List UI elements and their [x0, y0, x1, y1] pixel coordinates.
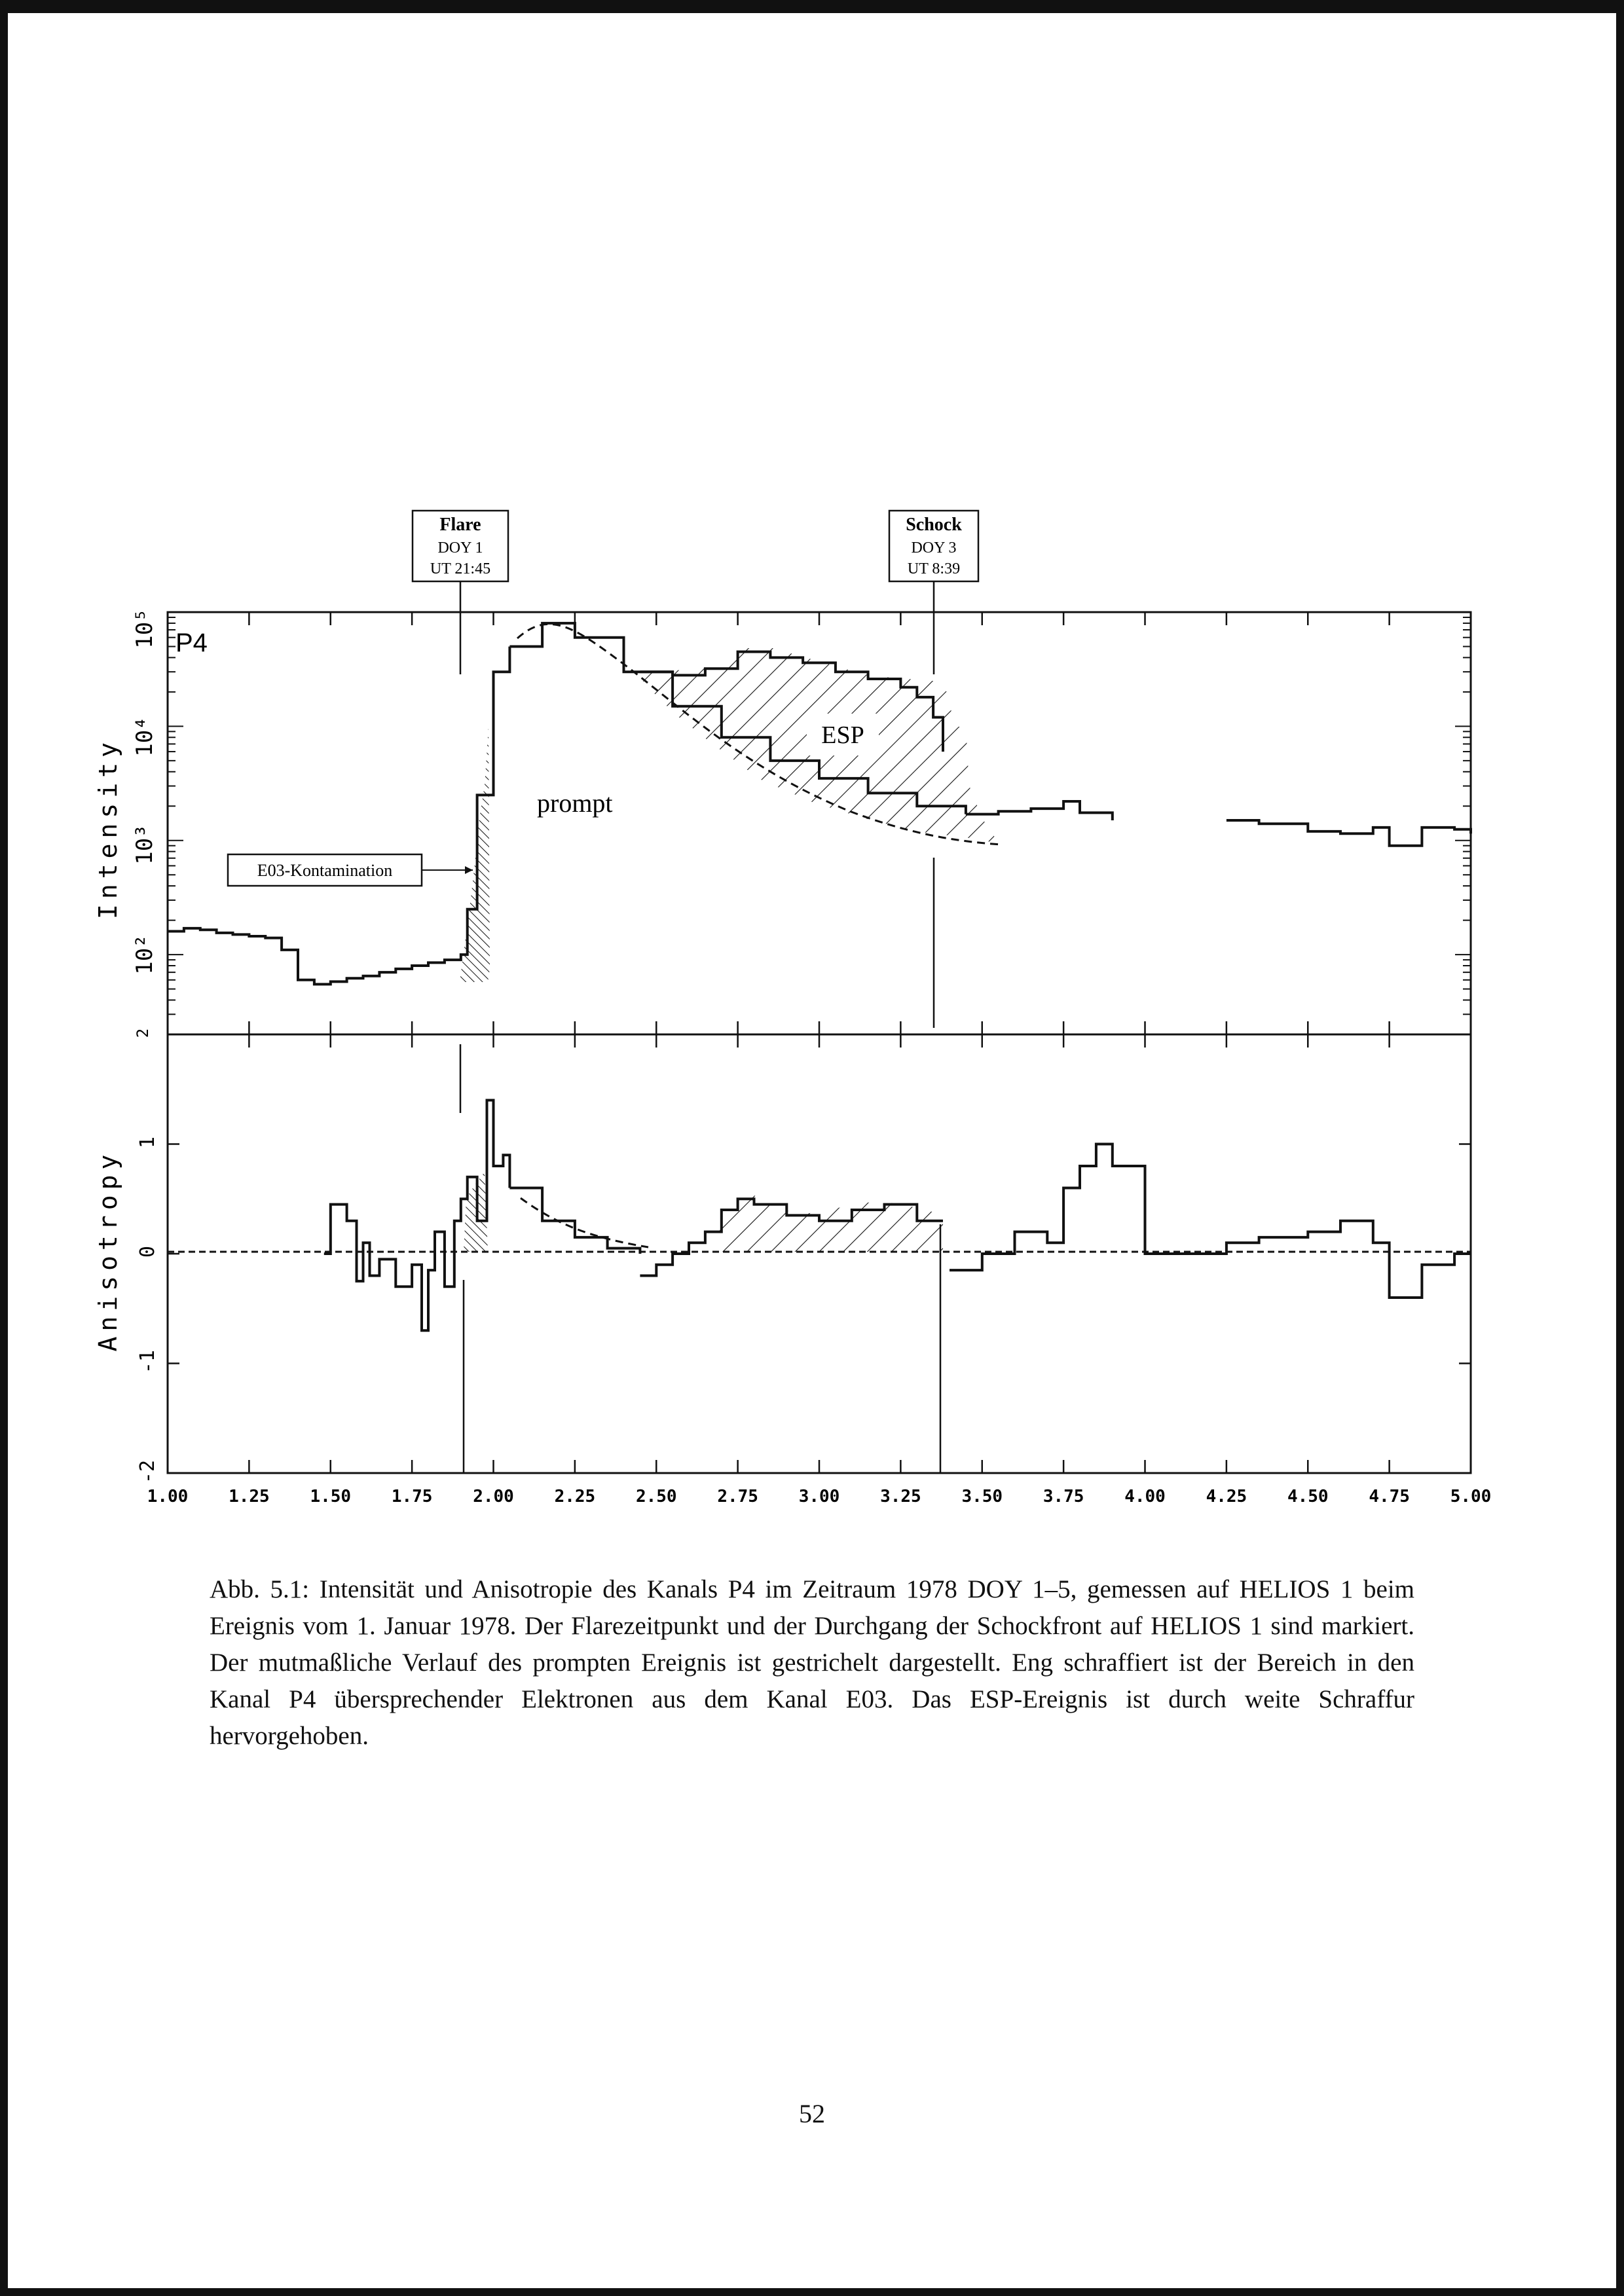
x-tick-label: 1.00	[147, 1487, 189, 1506]
ytick-a1: 1	[136, 1136, 159, 1149]
e03-label: E03-Kontamination	[257, 861, 393, 880]
x-tick-label: 4.00	[1124, 1487, 1166, 1506]
ytick-1e3: 10³	[132, 824, 158, 865]
ytick-a0: 0	[136, 1245, 159, 1258]
x-tick-label: 1.75	[391, 1487, 433, 1506]
ytick-2: 2	[134, 1028, 152, 1038]
x-tick-label: 3.00	[798, 1487, 840, 1506]
anisotropy-axis-label: Anisotropy	[94, 1149, 122, 1352]
x-tick-label: 2.75	[717, 1487, 758, 1506]
anisotropy-dashed-curve	[521, 1198, 648, 1247]
intensity-series-0	[168, 647, 509, 985]
schock-title: Schock	[906, 515, 962, 535]
x-tick-label: 3.75	[1043, 1487, 1084, 1506]
x-tick-label: 5.00	[1450, 1487, 1492, 1506]
schock-marker	[889, 511, 978, 674]
x-tick-labels	[147, 1487, 1492, 1506]
ytick-am2: -2	[136, 1459, 159, 1484]
ytick-1e4: 10⁴	[132, 716, 158, 757]
x-tick-label: 3.50	[961, 1487, 1003, 1506]
schock-ut: UT 8:39	[907, 560, 961, 577]
ytick-1e2: 10²	[132, 934, 158, 975]
panel-label: P4	[175, 629, 208, 657]
flare-title: Flare	[439, 515, 481, 535]
flare-doy: DOY 1	[437, 539, 483, 556]
esp-label: ESP	[821, 721, 864, 749]
intensity-series-3	[966, 801, 1471, 846]
page-number: 52	[799, 2099, 825, 2128]
flare-marker	[413, 511, 508, 674]
figure-caption: Abb. 5.1: Intensität und Anisotropie des Kanals P4 im Zeitraum 1978 DOY 1–5, gemessen auf HELIOS 1 beim Ereignis vom 1. Januar 1978. Der Flarezeitpunkt und der Durchgang der Schockfront auf HELIOS 1 sind markiert. Der mutmaßliche Verlauf des prompten Ereignis ist gestrichelt dargestellt. Eng schraffiert ist der Bereich in den Kanal P4 übersprechender Elektronen aus dem Kanal E03. Das ESP-Ereignis ist durch weite Schraffur hervorgehoben.	[210, 1575, 1414, 1750]
intensity-axis-label: Intensity	[94, 737, 122, 919]
flare-ut: UT 21:45	[430, 560, 491, 577]
x-tick-label: 4.25	[1206, 1487, 1247, 1506]
x-tick-label: 4.50	[1287, 1487, 1329, 1506]
ytick-1e5: 10⁵	[132, 608, 158, 649]
x-tick-label: 3.25	[880, 1487, 921, 1506]
anisotropy-series-1	[509, 1188, 640, 1254]
marker-lines	[460, 858, 940, 1473]
ytick-am1: -1	[136, 1349, 159, 1374]
x-tick-label: 2.00	[473, 1487, 514, 1506]
e03-contamination-hatched-region	[460, 727, 490, 982]
prompt-label: prompt	[537, 788, 613, 818]
scan-border-bottom	[0, 2288, 1624, 2296]
x-tick-label: 2.25	[554, 1487, 596, 1506]
intensity-ytick-labels	[132, 608, 158, 1038]
anisotropy-ytick-labels	[136, 1137, 159, 1484]
anisotropy-series-3	[950, 1144, 1471, 1298]
x-tick-label: 1.25	[229, 1487, 270, 1506]
x-tick-label: 4.75	[1369, 1487, 1410, 1506]
x-tick-label: 2.50	[635, 1487, 677, 1506]
x-tick-label: 1.50	[310, 1487, 352, 1506]
schock-doy: DOY 3	[911, 539, 957, 556]
